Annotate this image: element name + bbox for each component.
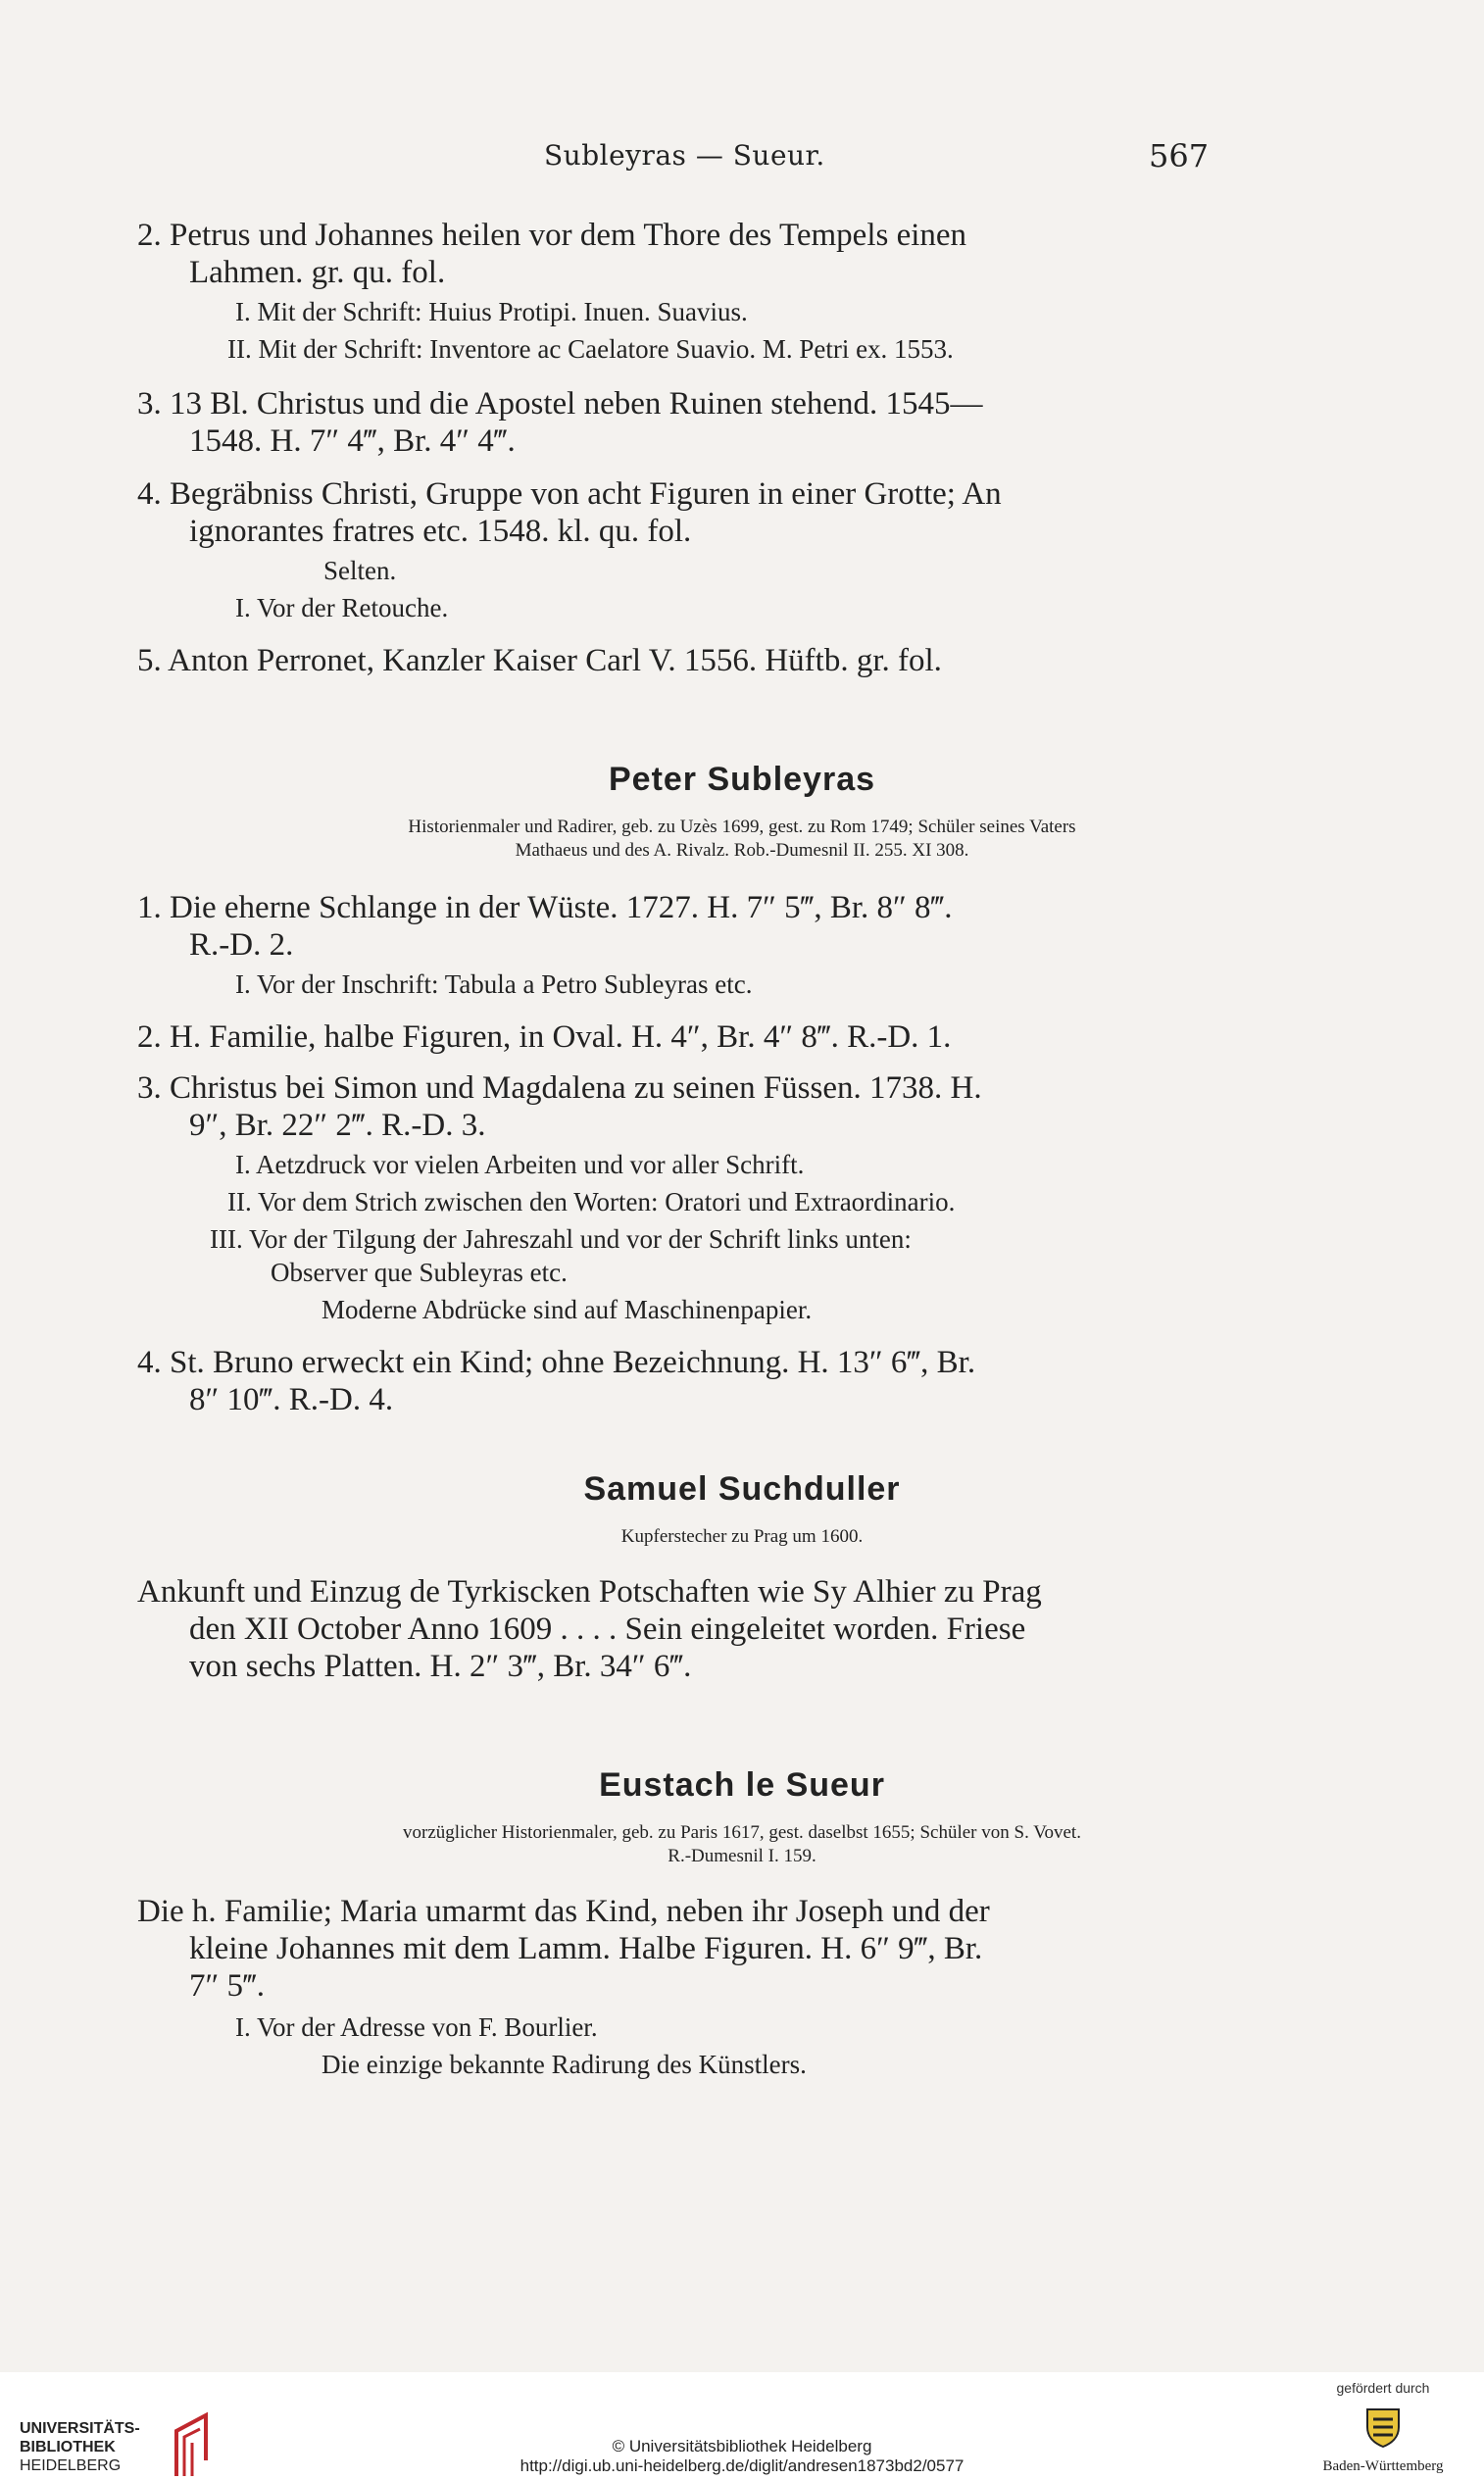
ps-entry-3-state-3-cont: Observer que Subleyras etc. xyxy=(271,1258,568,1287)
entry-4-line-2: ignorantes fratres etc. 1548. kl. qu. fol. xyxy=(189,514,692,549)
entry-2-state-1: I. Mit der Schrift: Huius Protipi. Inuen. Suavius. xyxy=(235,297,748,326)
copyright-notice: © Universitätsbibliothek Heidelberg xyxy=(612,2437,872,2455)
running-header xyxy=(0,139,1484,178)
samuel-entry-line-3: von sechs Platten. H. 2″ 3‴, Br. 34″ 6‴. xyxy=(189,1649,692,1684)
entry-2-line-1: 2. Petrus und Johannes heilen vor dem Thore des Tempels einen xyxy=(137,218,967,253)
eustach-entry-line-3: 7″ 5‴. xyxy=(189,1968,265,2004)
ps-entry-3-line-2: 9″, Br. 22″ 2‴. R.-D. 3. xyxy=(189,1108,486,1143)
entry-4-note: Selten. xyxy=(323,556,397,585)
entry-2-state-2: II. Mit der Schrift: Inventore ac Caelatore Suavio. M. Petri ex. 1553. xyxy=(227,334,954,364)
entry-4-line-1: 4. Begräbniss Christi, Gruppe von acht Figuren in einer Grotte; An xyxy=(137,476,1002,512)
eustach-bio-line-1: vorzüglicher Historienmaler, geb. zu Paris 1617, gest. daselbst 1655; Schüler von S. Vovet. xyxy=(403,1822,1081,1843)
header-title: Subleyras — Sueur. xyxy=(544,139,825,172)
ub-line-2: BIBLIOTHEK xyxy=(20,2439,116,2455)
ps-entry-3-state-2: II. Vor dem Strich zwischen den Worten: Oratori und Extraordinario. xyxy=(227,1187,956,1216)
ub-line-1: UNIVERSITÄTS- xyxy=(20,2420,140,2437)
bio-line-2: Mathaeus und des A. Rivalz. Rob.-Dumesnil II. 255. XI 308. xyxy=(515,840,969,861)
ps-entry-4-line-2: 8″ 10‴. R.-D. 4. xyxy=(189,1382,394,1417)
samuel-entry-line-1: Ankunft und Einzug de Tyrkiscken Potschaften wie Sy Alhier zu Prag xyxy=(137,1574,1042,1610)
eustach-entry-line-1: Die h. Familie; Maria umarmt das Kind, neben ihr Joseph und der xyxy=(137,1894,990,1929)
ps-entry-2-line-1: 2. H. Familie, halbe Figuren, in Oval. H. 4″, Br. 4″ 8‴. R.-D. 1. xyxy=(137,1019,952,1055)
entry-2-line-2: Lahmen. gr. qu. fol. xyxy=(189,255,446,290)
samuel-bio: Kupferstecher zu Prag um 1600. xyxy=(620,1526,864,1547)
source-url-link[interactable]: http://digi.ub.uni-heidelberg.de/diglit/andresen1873bd2/0577 xyxy=(519,2456,965,2475)
ps-entry-1-state-1: I. Vor der Inschrift: Tabula a Petro Subleyras etc. xyxy=(235,969,753,999)
ps-entry-1-line-2: R.-D. 2. xyxy=(189,927,294,963)
ps-entry-3-note: Moderne Abdrücke sind auf Maschinenpapier. xyxy=(322,1295,813,1324)
eustach-note: Die einzige bekannte Radirung des Künstlers. xyxy=(322,2050,807,2079)
section-heading-samuel-suchduller: Samuel Suchduller xyxy=(583,1470,901,1508)
baden-wuerttemberg-crest-icon xyxy=(1361,2406,1405,2449)
bio-line-1: Historienmaler und Radirer, geb. zu Uzès 1699, gest. zu Rom 1749; Schüler seines Vaters xyxy=(408,817,1076,837)
eustach-state-1: I. Vor der Adresse von F. Bourlier. xyxy=(235,2012,598,2042)
page-number: 567 xyxy=(1149,137,1210,174)
sponsor-block xyxy=(1310,2380,1457,2478)
entry-3-line-1: 3. 13 Bl. Christus und die Apostel neben Ruinen stehend. 1545— xyxy=(137,386,983,422)
entry-3-line-2: 1548. H. 7″ 4‴, Br. 4″ 4‴. xyxy=(189,423,516,459)
eustach-entry-line-2: kleine Johannes mit dem Lamm. Halbe Figuren. H. 6″ 9‴, Br. xyxy=(189,1931,983,1966)
section-heading-eustach-le-sueur: Eustach le Sueur xyxy=(599,1766,885,1804)
sponsor-name: Baden-Württemberg xyxy=(1322,2458,1444,2474)
footer-bar xyxy=(0,2372,1484,2480)
ps-entry-4-line-1: 4. St. Bruno erweckt ein Kind; ohne Bezeichnung. H. 13″ 6‴, Br. xyxy=(137,1345,976,1380)
entry-4-state-1: I. Vor der Retouche. xyxy=(235,593,449,622)
samuel-entry-line-2: den XII October Anno 1609 . . . . Sein eingeleitet worden. Friese xyxy=(189,1612,1026,1647)
entry-5-line-1: 5. Anton Perronet, Kanzler Kaiser Carl V. 1556. Hüftb. gr. fol. xyxy=(137,643,942,678)
sponsor-label: gefördert durch xyxy=(1336,2380,1430,2396)
ps-entry-1-line-1: 1. Die eherne Schlange in der Wüste. 1727. H. 7″ 5‴, Br. 8″ 8‴. xyxy=(137,890,953,925)
ps-entry-3-line-1: 3. Christus bei Simon und Magdalena zu seinen Füssen. 1738. H. xyxy=(137,1070,982,1106)
eustach-bio-line-2: R.-Dumesnil I. 159. xyxy=(668,1846,816,1866)
ps-entry-3-state-3: III. Vor der Tilgung der Jahreszahl und vor der Schrift links unten: xyxy=(210,1224,912,1254)
section-heading-peter-subleyras: Peter Subleyras xyxy=(608,761,876,798)
ps-entry-3-state-1: I. Aetzdruck vor vielen Arbeiten und vor aller Schrift. xyxy=(235,1150,805,1179)
ub-line-3: HEIDELBERG xyxy=(20,2457,122,2474)
